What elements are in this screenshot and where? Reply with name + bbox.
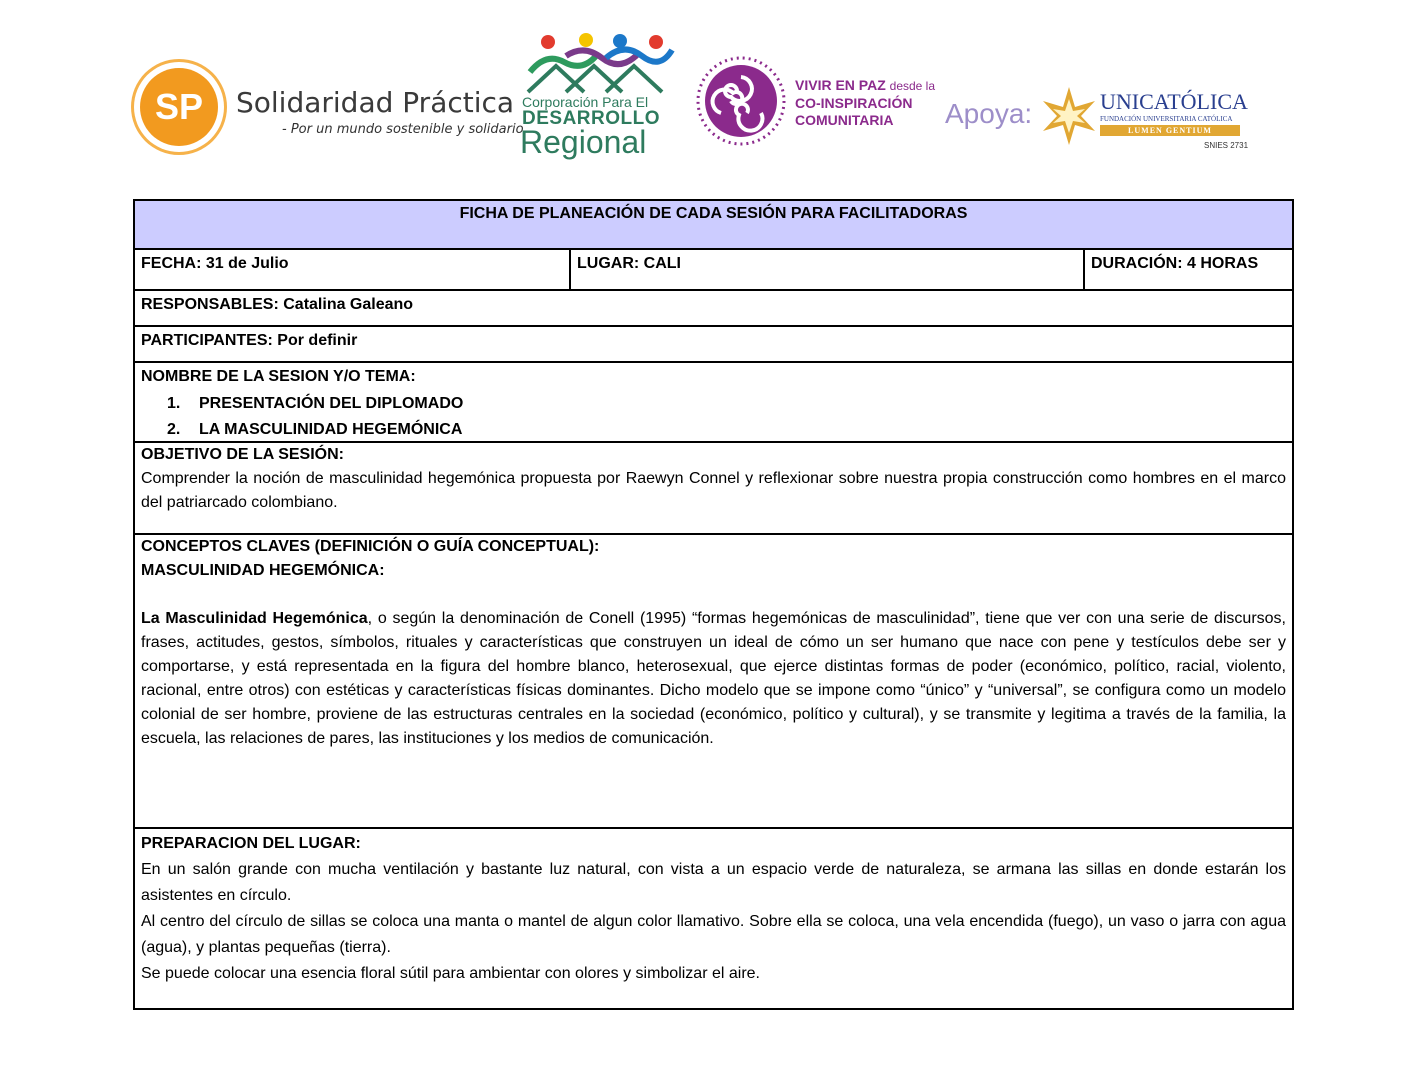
apoya-label: Apoya:: [945, 98, 1033, 129]
fecha-cell: [135, 250, 571, 289]
vp-line3: COMUNITARIA: [795, 112, 894, 128]
list-item-text: LA MASCULINIDAD HEGEMÓNICA: [199, 421, 463, 438]
venue-preparation-p2: Al centro del círculo de sillas se coloca una manta o mantel de algun color llamativo. Sobre ella se coloca, una vela encendida (fuego), un vaso o jarra con agua (agua), y plantas pequeñas (tierra).: [141, 913, 1286, 956]
venue-preparation-content: [141, 831, 1286, 987]
vp-line1a: VIVIR EN PAZ: [795, 77, 886, 93]
list-item-text: PRESENTACIÓN DEL DIPLOMADO: [199, 395, 464, 412]
solidaridad-practica-logo: [140, 66, 524, 146]
objective-content: [141, 443, 1286, 515]
triskele-icon: [695, 55, 787, 147]
sp-slogan: - Por un mundo sostenible y solidario: [282, 122, 524, 137]
planning-sheet-table: [133, 199, 1294, 1010]
key-concepts-paragraph: [141, 607, 1286, 751]
unicatolica-name: UNICATÓLICA: [1100, 89, 1248, 114]
vp-line2: CO-INSPIRACIÓN: [795, 95, 913, 111]
duracion-cell: [1085, 250, 1292, 289]
logo-bar: [0, 30, 1408, 160]
sp-name: Solidaridad Práctica: [236, 86, 515, 119]
unicatolica-motto: LUMEN GENTIUM: [1100, 125, 1240, 136]
lugar-cell: [571, 250, 1085, 289]
fecha-text: FECHA: 31 de Julio: [141, 255, 289, 272]
venue-preparation-row: [135, 829, 1292, 1008]
vivir-en-paz-logo: [695, 55, 945, 155]
list-item-number: 1.: [167, 395, 181, 412]
date-location-row: [135, 250, 1292, 291]
cdr-line3: Regional: [520, 124, 647, 160]
unicatolica-code: SNIES 2731: [1204, 141, 1249, 150]
vivir-en-paz-text: [795, 77, 935, 129]
session-topic-label: NOMBRE DE LA SESION Y/O TEMA:: [141, 368, 416, 385]
participantes-text: PARTICIPANTES: Por definir: [141, 332, 358, 349]
unicatolica-sub: FUNDACIÓN UNIVERSITARIA CATÓLICA: [1100, 115, 1233, 123]
responsables-row: [135, 291, 1292, 327]
lugar-text: LUGAR: CALI: [577, 255, 681, 272]
people-figures-icon: [526, 32, 676, 94]
list-item: [167, 391, 463, 417]
objective-label: OBJETIVO DE LA SESIÓN:: [141, 446, 344, 463]
topic-list: [167, 391, 463, 443]
objective-text: Comprender la noción de masculinidad hegemónica propuesta por Raewyn Connel y reflexionar sobre nuestra propia construcción como hombres en el marco del patriarcado colombiano.: [141, 470, 1286, 511]
unicatolica-logo: [1040, 85, 1250, 155]
venue-preparation-p1: En un salón grande con mucha ventilación y bastante luz natural, con vista a un espacio verde de naturaleza, se armana las sillas en donde estarán los asistentes en círculo.: [141, 861, 1286, 904]
responsables-text: RESPONSABLES: Catalina Galeano: [141, 296, 414, 313]
key-concepts-subtitle: MASCULINIDAD HEGEMÓNICA:: [141, 562, 385, 579]
session-topic-row: [135, 363, 1292, 443]
key-concepts-definition: , o según la denominación de Conell (1995) “formas hegemónicas de masculinidad”, tiene que ver con una serie de discursos, frases, actitudes, gestos, símbolos, rituales y características que construyen un ideal de cómo un ser humano que nace con pene y testículos debe ser y comportarse, y está representada en la figura del hombre blanco, heterosexual, que ejerce distintas formas de poder (económico, político, racial, violento, racional, entre otros) con estéticas y características físicas dominantes. Dicho modelo que se impone como “único” y “universal”, se configura como un modelo colonial de ser hombre, proviene de las estructuras centrales en la sociedad (económico, político y cultural), y se transmite y legitima a través de la familia, la escuela, las relaciones de pares, las instituciones y los medios de comunicación.: [141, 610, 1286, 747]
sheet-title-row: [135, 201, 1292, 250]
key-concepts-label: CONCEPTOS CLAVES (DEFINICIÓN O GUÍA CONCEPTUAL):: [141, 538, 600, 555]
cdr-line2: DESARROLLO: [522, 108, 660, 129]
key-concepts-term: La Masculinidad Hegemónica: [141, 610, 368, 627]
vp-line1b: desde la: [889, 79, 936, 93]
star-emblem-icon: [1040, 85, 1098, 147]
duracion-text: DURACIÓN: 4 HORAS: [1091, 255, 1259, 272]
cdr-line1: Corporación Para El: [522, 94, 649, 110]
sp-emblem: SP: [140, 68, 218, 146]
objective-row: [135, 443, 1292, 535]
key-concepts-content: [141, 535, 1286, 751]
key-concepts-row: [135, 535, 1292, 829]
venue-preparation-label: PREPARACION DEL LUGAR:: [141, 835, 361, 852]
corporacion-desarrollo-regional-logo: [518, 32, 678, 160]
list-item: [167, 417, 463, 443]
list-item-number: 2.: [167, 421, 181, 438]
participantes-row: [135, 327, 1292, 363]
venue-preparation-p3: Se puede colocar una esencia floral sútil para ambientar con olores y simbolizar el aire.: [141, 965, 760, 982]
sheet-title: FICHA DE PLANEACIÓN DE CADA SESIÓN PARA FACILITADORAS: [459, 205, 968, 222]
